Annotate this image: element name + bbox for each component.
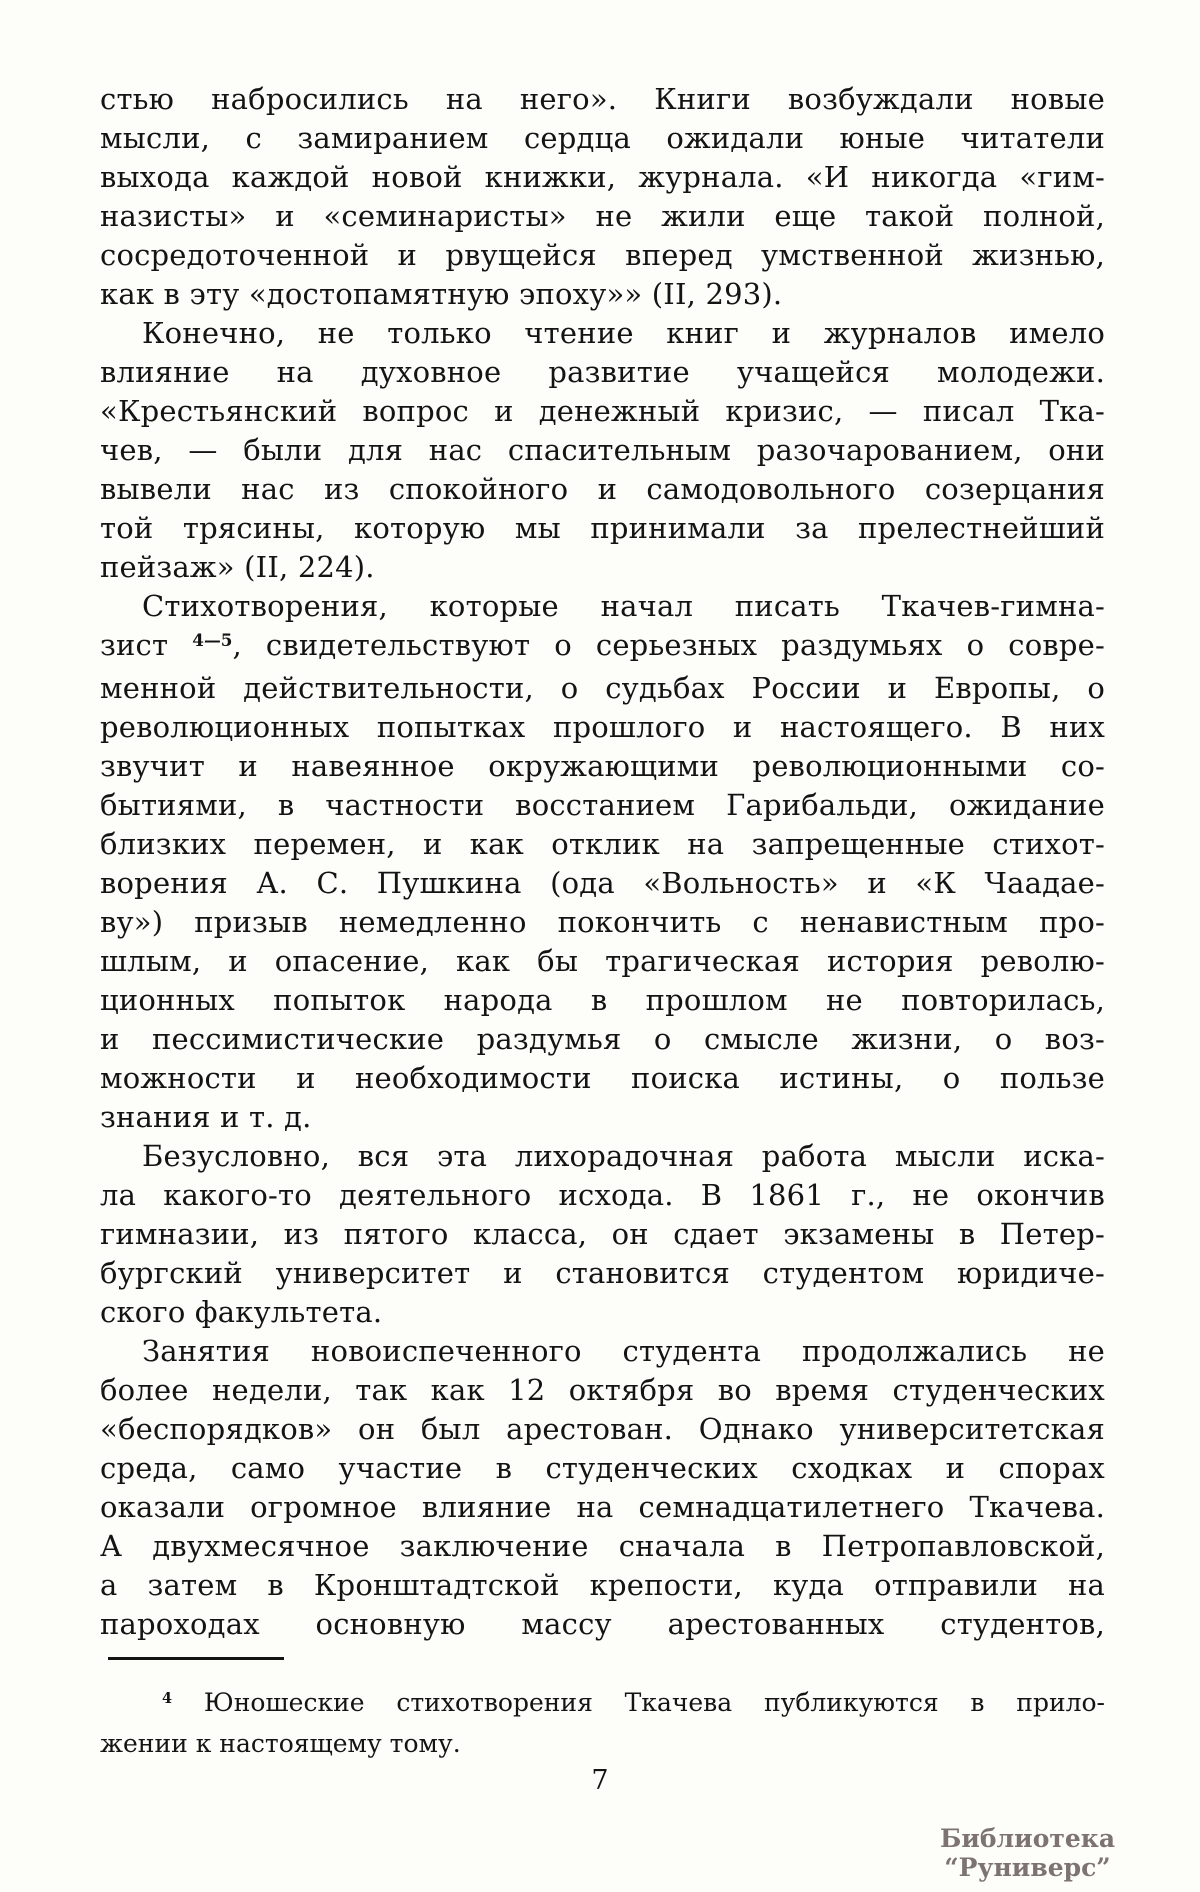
text-line: знания и т. д. bbox=[100, 1100, 312, 1134]
text-line: Стихотворения, которые начал писать Ткачев-гимна- bbox=[142, 589, 1105, 623]
text-line: Занятия новоиспеченного студента продолжались не bbox=[142, 1334, 1105, 1368]
text-line: назисты» и «семинаристы» не жили еще такой полной, bbox=[100, 199, 1105, 233]
text-line: бытиями, в частности восстанием Гарибальди, ожидание bbox=[100, 788, 1105, 822]
text-line: гимназии, из пятого класса, он сдает экзамены в Петер- bbox=[100, 1217, 1105, 1251]
text-line: ворения А. С. Пушкина (ода «Вольность» и «К Чаадае- bbox=[100, 866, 1105, 900]
text-line: $^4$ Юношеские стихотворения Ткачева публикуются в прило- bbox=[162, 1688, 1105, 1717]
text-line: стью набросились на него». Книги возбуждали новые bbox=[100, 82, 1105, 116]
footnote-reference: 4 bbox=[162, 1690, 173, 1708]
footnote-separator-rule bbox=[108, 1657, 284, 1660]
text-line: Конечно, не только чтение книг и журналов имело bbox=[142, 316, 1105, 350]
text-line: более недели, так как 12 октября во время студенческих bbox=[100, 1373, 1105, 1407]
text-line: сосредоточенной и рвущейся вперед умственной жизнью, bbox=[100, 238, 1105, 272]
footnote bbox=[100, 1684, 1105, 1762]
text-line: А двухмесячное заключение сначала в Петропавловской, bbox=[100, 1529, 1105, 1563]
text-line: бургский университет и становится студентом юридиче- bbox=[100, 1256, 1105, 1290]
footnote-reference: 4—5 bbox=[192, 629, 233, 650]
text-line: ского факультета. bbox=[100, 1295, 383, 1329]
text-line: а затем в Кронштадтской крепости, куда отправили на bbox=[100, 1568, 1105, 1602]
text-line: звучит и навеянное окружающими революционными со- bbox=[100, 749, 1105, 783]
text-line: ла какого-то деятельного исхода. В 1861 г., не окончив bbox=[100, 1178, 1105, 1212]
text-line: среда, само участие в студенческих сходках и спорах bbox=[100, 1451, 1105, 1485]
text-line: оказали огромное влияние на семнадцатилетнего Ткачева. bbox=[100, 1490, 1105, 1524]
text-line: выхода каждой новой книжки, журнала. «И никогда «гим- bbox=[100, 160, 1105, 194]
text-line: зист $^{4—5}$, свидетельствуют о серьезных раздумьях о совре- bbox=[100, 628, 1105, 662]
text-line: ву») призыв немедленно покончить с ненавистным про- bbox=[100, 905, 1105, 939]
text-line: «Крестьянский вопрос и денежный кризис, — писал Тка- bbox=[100, 394, 1105, 428]
text-line: чев, — были для нас спасительным разочарованием, они bbox=[100, 433, 1105, 467]
text-line: пейзаж» (II, 224). bbox=[100, 550, 375, 584]
text-line: революционных попытках прошлого и настоящего. В них bbox=[100, 710, 1105, 744]
text-line: как в эту «достопамятную эпоху»» (II, 293). bbox=[100, 277, 783, 311]
text-line: шлым, и опасение, как бы трагическая история револю- bbox=[100, 944, 1105, 978]
text-line: той трясины, которую мы принимали за прелестнейший bbox=[100, 511, 1105, 545]
text-line: Безусловно, вся эта лихорадочная работа мысли иска- bbox=[142, 1139, 1105, 1173]
text-line: мысли, с замиранием сердца ожидали юные читатели bbox=[100, 121, 1105, 155]
text-line: жении к настоящему тому. bbox=[100, 1729, 461, 1758]
text-line: ционных попыток народа в прошлом не повторилась, bbox=[100, 983, 1105, 1017]
text-line: менной действительности, о судьбах России и Европы, о bbox=[100, 671, 1105, 705]
text-line: близких перемен, и как отклик на запрещенные стихот- bbox=[100, 827, 1105, 861]
text-line: влияние на духовное развитие учащейся молодежи. bbox=[100, 355, 1105, 389]
text-line: и пессимистические раздумья о смысле жизни, о воз- bbox=[100, 1022, 1105, 1056]
text-line: пароходах основную массу арестованных студентов, bbox=[100, 1607, 1105, 1641]
body-text bbox=[100, 80, 1105, 1644]
page-number: 7 bbox=[591, 1765, 609, 1796]
text-line: «беспорядков» он был арестован. Однако университетская bbox=[100, 1412, 1105, 1446]
text-line: можности и необходимости поиска истины, о пользе bbox=[100, 1061, 1105, 1095]
text-line: вывели нас из спокойного и самодовольного созерцания bbox=[100, 472, 1105, 506]
library-watermark: Библиотека “Руниверс” bbox=[939, 1824, 1116, 1882]
